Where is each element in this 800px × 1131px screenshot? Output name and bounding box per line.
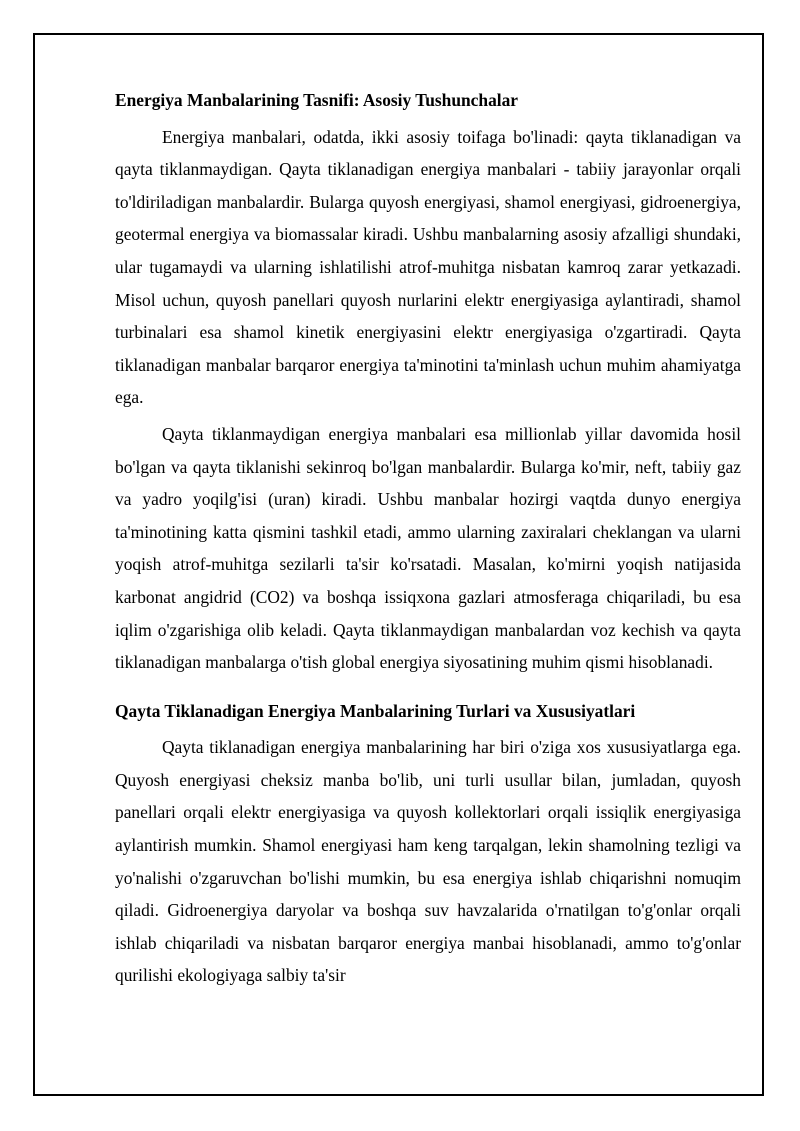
- section-heading-types: Qayta Tiklanadigan Energiya Manbalarining Turlari va Xususiyatlari: [115, 700, 636, 721]
- paragraph-renewable-sources: Energiya manbalari, odatda, ikki asosiy toifaga bo'linadi: qayta tiklanadigan va qayta tiklanmaydigan. Qayta tiklanadigan energiya manbalari - tabiiy jarayonlar orqali to'ldiriladigan manbalardir. Bularga quyosh energiyasi, shamol energiyasi, gidroenergiya, geotermal energiya va biomassalar kiradi. Ushbu manbalarning asosiy afzalligi shundaki, ular tugamaydi va ularning ishlatilishi atrof-muhitga nisbatan kamroq zarar yetkazadi. Misol uchun, quyosh panellari quyosh nurlarini elektr energiyasiga aylantiradi, shamol turbinalari esa shamol kinetik energiyasini elektr energiyasiga o'zgartiradi. Qayta tiklanadigan manbalar barqaror energiya ta'minotini ta'minlash uchun muhim ahamiyatga ega.: [115, 126, 741, 408]
- document-body: [115, 84, 741, 992]
- paragraph-renewable-types: Qayta tiklanadigan energiya manbalarining har biri o'ziga xos xususiyatlarga ega. Quyosh energiyasi cheksiz manba bo'lib, uni turli usullar bilan, jumladan, quyosh panellari orqali elektr energiyasiga va quyosh kollektorlari orqali issiqlik energiyasiga aylantirish mumkin. Shamol energiyasi ham keng tarqalgan, lekin shamolning tezligi va yo'nalishi o'zgaruvchan bo'lishi mumkin, bu esa energiya ishlab chiqarishni nomuqim qiladi. Gidroenergiya daryolar va boshqa suv havzalarida o'rnatilgan to'g'onlar orqali ishlab chiqariladi va nisbatan barqaror energiya manbai hisoblanadi, ammo to'g'onlar qurilishi ekologiyaga salbiy ta'sir: [115, 737, 741, 986]
- paragraph-nonrenewable-sources: Qayta tiklanmaydigan energiya manbalari esa millionlab yillar davomida hosil bo'lgan va qayta tiklanishi sekinroq bo'lgan manbalardir. Bularga ko'mir, neft, tabiiy gaz va yadro yoqilg'isi (uran) kiradi. Ushbu manbalar hozirgi vaqtda dunyo energiya ta'minotining katta qismini tashkil etadi, ammo ularning zaxiralari cheklangan va ularni yoqish atrof-muhitga sezilarli ta'sir ko'rsatadi. Masalan, ko'mirni yoqish natijasida karbonat angidrid (CO2) va boshqa issiqxona gazlari atmosferaga chiqariladi, bu esa iqlim o'zgarishiga olib keladi. Qayta tiklanmaydigan manbalardan voz kechish va qayta tiklanadigan manbalarga o'tish global energiya siyosatining muhim qismi hisoblanadi.: [115, 423, 741, 673]
- section-heading-classification: Energiya Manbalarining Tasnifi: Asosiy Tushunchalar: [115, 90, 519, 110]
